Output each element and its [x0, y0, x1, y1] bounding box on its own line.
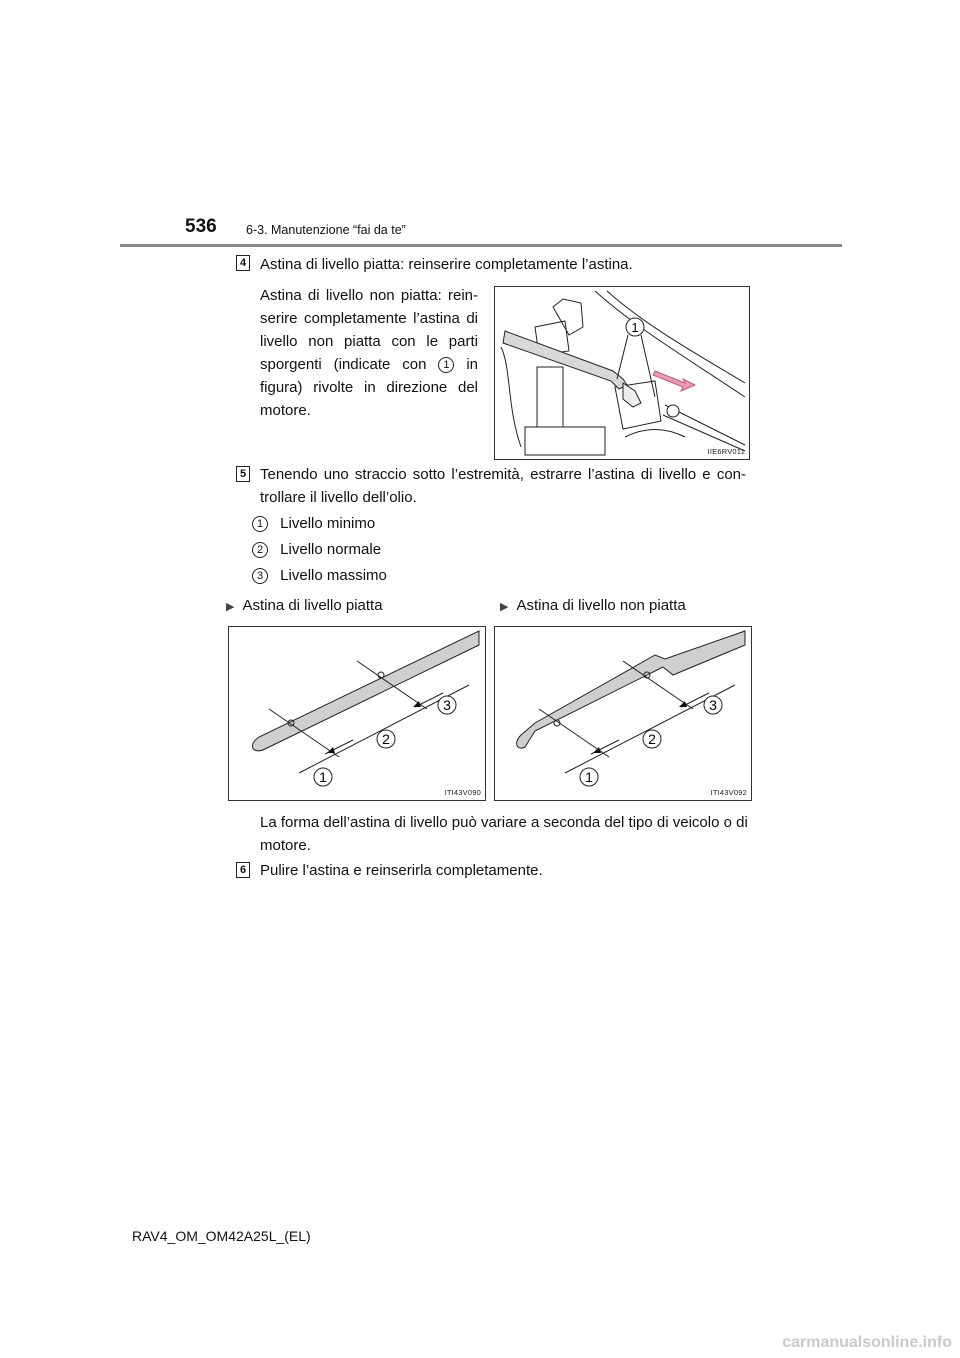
step-4-text: Astina di livello piatta: reinserire completamente l’astina. [260, 256, 633, 273]
step-5-text: Tenendo uno straccio sotto l’estremità, estrarre l’astina di livello e con-trollare il livello dell’olio. [260, 466, 746, 506]
flat-dipstick-figure [228, 626, 486, 801]
figure-label-2: 2 [648, 731, 656, 747]
engine-illustration [495, 287, 749, 459]
subheading-flat [226, 594, 383, 619]
flat-dipstick-illustration [229, 627, 485, 800]
nonflat-dipstick-figure [494, 626, 752, 801]
figure-code: ITI43V090 [444, 788, 481, 797]
step-4-badge: 4 [236, 255, 250, 271]
figure-label-1: 1 [319, 769, 327, 785]
step-5-note: La forma dell’astina di livello può variare a seconda del tipo di veicolo o di motore. [260, 814, 748, 854]
section-title: 6-3. Manutenzione “fai da te” [246, 223, 406, 237]
subheading-nonflat-label: Astina di livello non piatta [516, 597, 686, 614]
figure-label-3: 3 [709, 697, 717, 713]
figure-label-2: 2 [382, 731, 390, 747]
subheading-flat-label: Astina di livello piatta [242, 597, 383, 614]
legend-number: 3 [252, 568, 268, 584]
legend-label: Livello massimo [280, 567, 387, 584]
step-6-badge: 6 [236, 862, 250, 878]
figure-callout-1: 1 [631, 320, 639, 335]
subheading-nonflat [500, 594, 686, 619]
step-5-badge: 5 [236, 466, 250, 482]
watermark: carmanualsonline.info [782, 1334, 952, 1351]
legend-item [252, 538, 381, 561]
legend-number: 2 [252, 542, 268, 558]
figure-label-1: 1 [585, 769, 593, 785]
page-number: 536 [185, 216, 217, 237]
step-4-detail [260, 284, 478, 422]
step-6-text: Pulire l’astina e reinserirla completamente. [260, 862, 543, 879]
legend-item [252, 564, 387, 587]
header-rule [120, 244, 842, 247]
legend-number: 1 [252, 516, 268, 532]
footer-code: RAV4_OM_OM42A25L_(EL) [132, 1228, 311, 1244]
triangle-bullet-icon: ▶ [500, 601, 509, 613]
step-4-detail-a: Astina di livello non piatta: rein-serire completamente l’astina di livello non piatta con le parti sporgenti (indicate con [260, 287, 478, 373]
figure-label-3: 3 [443, 697, 451, 713]
legend-item [252, 512, 375, 535]
legend-label: Livello normale [280, 541, 382, 558]
engine-figure [494, 286, 750, 460]
triangle-bullet-icon: ▶ [226, 601, 235, 613]
nonflat-dipstick-illustration [495, 627, 751, 800]
figure-code: ITI43V092 [710, 788, 747, 797]
figure-code: IIE6RV011 [707, 447, 745, 456]
legend-label: Livello minimo [280, 515, 376, 532]
callout-1-inline: 1 [438, 357, 454, 373]
step-4-detail-b: in figura) rivolte in direzione del motore. [260, 356, 479, 419]
